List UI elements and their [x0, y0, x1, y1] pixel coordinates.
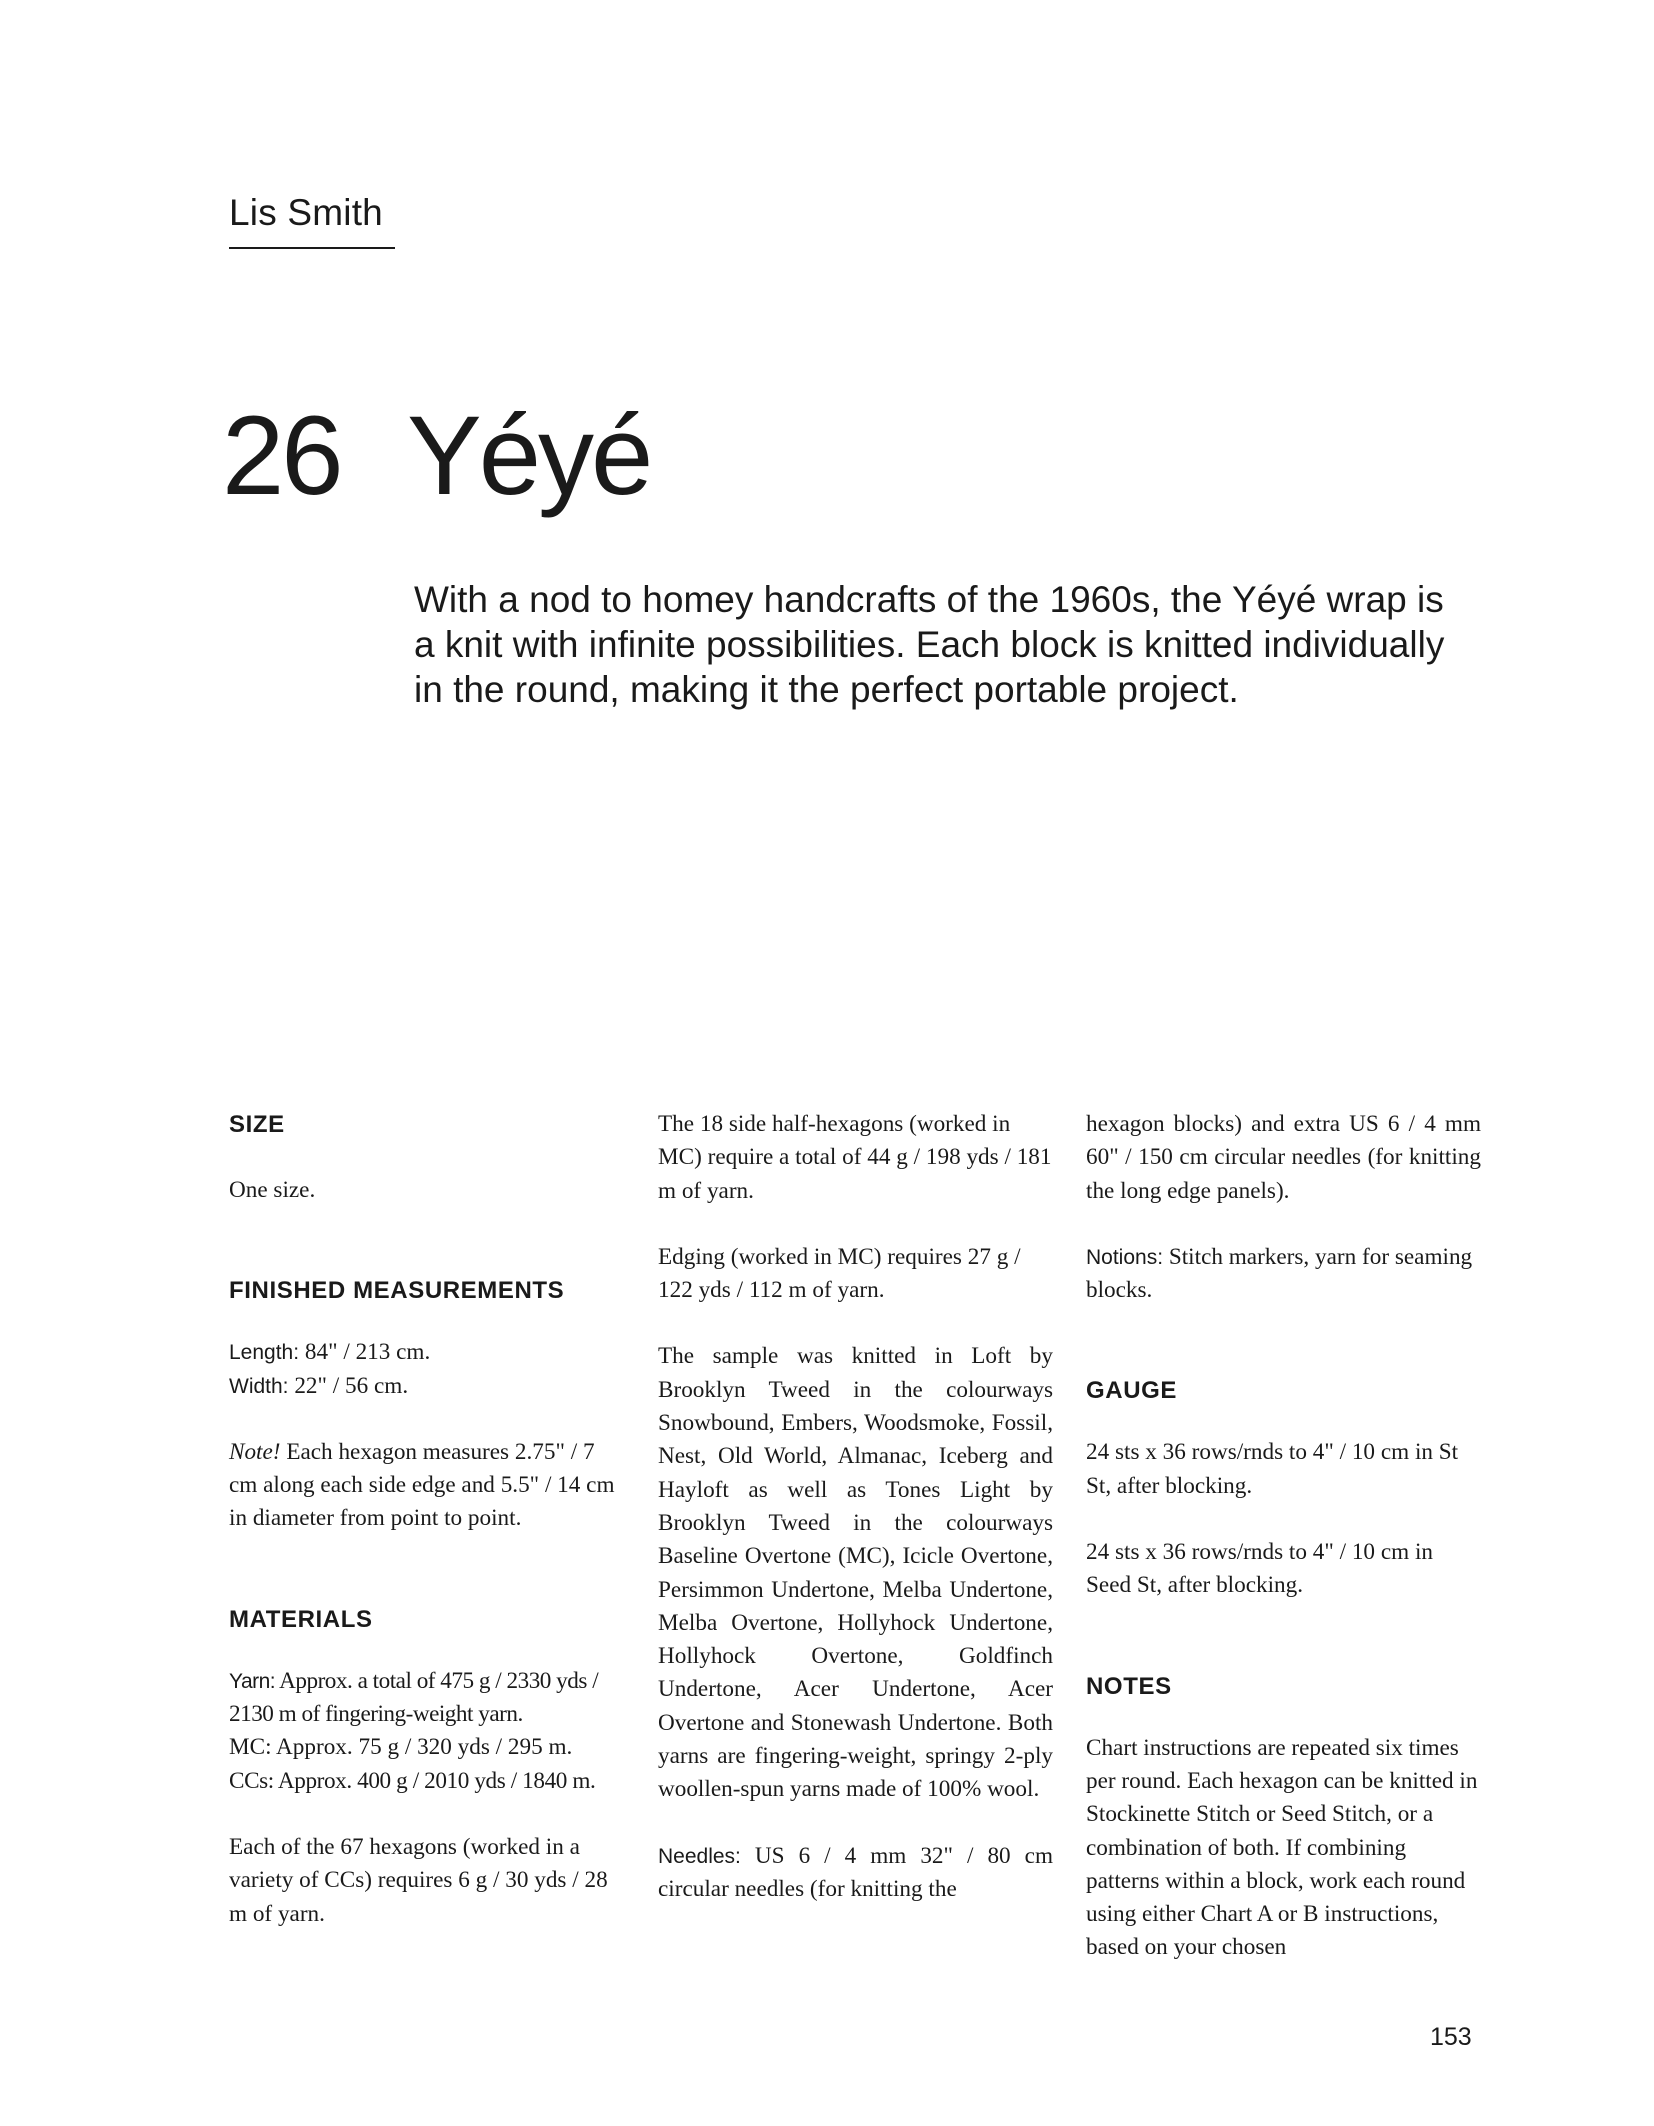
finished-measurements-heading: FINISHED MEASUREMENTS	[229, 1277, 565, 1305]
page-number: 153	[1430, 2023, 1472, 2051]
note-text: Each hexagon measures 2.75" / 7 cm along each side edge and 5.5" / 14 cm in diameter from point to point.	[229, 1438, 615, 1532]
column-1	[229, 1108, 624, 1931]
length-label: Length:	[229, 1341, 300, 1365]
notes-paragraph: Chart instructions are repeated six times per round. Each hexagon can be knitted in Stockinette Stitch or Seed Stitch, or a combination of both. If combining patterns within a block, work each round using either Chart A or B instructions, based on your chosen	[1086, 1734, 1478, 1961]
pattern-title: Yéyé	[407, 393, 651, 518]
materials-heading: MATERIALS	[229, 1605, 373, 1633]
edging-paragraph: Edging (worked in MC) requires 27 g / 122 yds / 112 m of yarn.	[658, 1243, 1021, 1304]
notes-heading: NOTES	[1086, 1672, 1172, 1700]
notions-label: Notions:	[1086, 1245, 1164, 1269]
ccs-line: CCs: Approx. 400 g / 2010 yds / 1840 m.	[229, 1767, 596, 1794]
width-label: Width:	[229, 1374, 289, 1398]
notions-paragraph	[1086, 1241, 1481, 1308]
needles-text: US 6 / 4 mm 32" / 80 cm circular needles (for knitting the	[658, 1842, 1053, 1902]
gauge-seed: 24 sts x 36 rows/rnds to 4" / 10 cm in Seed St, after blocking.	[1086, 1539, 1433, 1599]
size-text: One size.	[229, 1177, 316, 1203]
yarn-text: Approx. a total of 475 g / 2330 yds / 2130 m of fingering-weight yarn.	[229, 1667, 599, 1728]
notions-text: Stitch markers, yarn for seaming blocks.	[1086, 1243, 1473, 1304]
mc-line: MC: Approx. 75 g / 320 yds / 295 m.	[229, 1734, 573, 1761]
half-hexagons-paragraph: The 18 side half-hexagons (worked in MC) require a total of 44 g / 198 yds / 181 m of yarn.	[658, 1111, 1052, 1204]
needles-label: Needles:	[658, 1844, 741, 1868]
needles-paragraph	[658, 1840, 1053, 1907]
gauge-heading: GAUGE	[1086, 1377, 1178, 1405]
hexagons-paragraph: Each of the 67 hexagons (worked in a variety of CCs) requires 6 g / 30 yds / 28 m of yarn.	[229, 1833, 608, 1927]
gauge-stockinette: 24 sts x 36 rows/rnds to 4" / 10 cm in St St, after blocking.	[1086, 1439, 1459, 1499]
author-underline	[229, 247, 395, 249]
length-line	[229, 1336, 624, 1369]
yarn-paragraph	[229, 1665, 624, 1732]
pattern-number: 26	[222, 393, 341, 518]
width-value: 22" / 56 cm.	[288, 1372, 409, 1399]
yarn-label: Yarn:	[229, 1669, 276, 1693]
column-2	[658, 1108, 1053, 1906]
note-paragraph	[229, 1436, 624, 1536]
needles-continued-paragraph: hexagon blocks) and extra US 6 / 4 mm 60" / 150 cm circular needles (for knitting the long edge panels).	[1086, 1111, 1481, 1204]
column-3	[1086, 1108, 1481, 1965]
intro-paragraph: With a nod to homey handcrafts of the 1960s, the Yéyé wrap is a knit with infinite possibilities. Each block is knitted individually in the round, making it the perfect portable project.	[414, 579, 1445, 710]
length-value: 84" / 213 cm.	[299, 1339, 431, 1366]
note-label: Note!	[229, 1438, 281, 1465]
size-heading: SIZE	[229, 1111, 285, 1138]
width-line	[229, 1370, 624, 1403]
author-name: Lis Smith	[229, 192, 383, 233]
sample-paragraph: The sample was knitted in Loft by Brooklyn Tweed in the colourways Snowbound, Embers, Woodsmoke, Fossil, Nest, Old World, Almanac, Iceberg and Hayloft as well as Tones Light by Brooklyn Tweed in the colourways Baseline Overtone (MC), Icicle Overtone, Persimmon Undertone, Melba Undertone, Melba Overtone, Hollyhock Undertone, Hollyhock Overtone, Goldfinch Undertone, Acer Undertone, Acer Overtone and Stonewash Undertone. Both yarns are fingering-weight, springy 2-ply woollen-spun yarns made of 100% wool.	[658, 1343, 1053, 1803]
